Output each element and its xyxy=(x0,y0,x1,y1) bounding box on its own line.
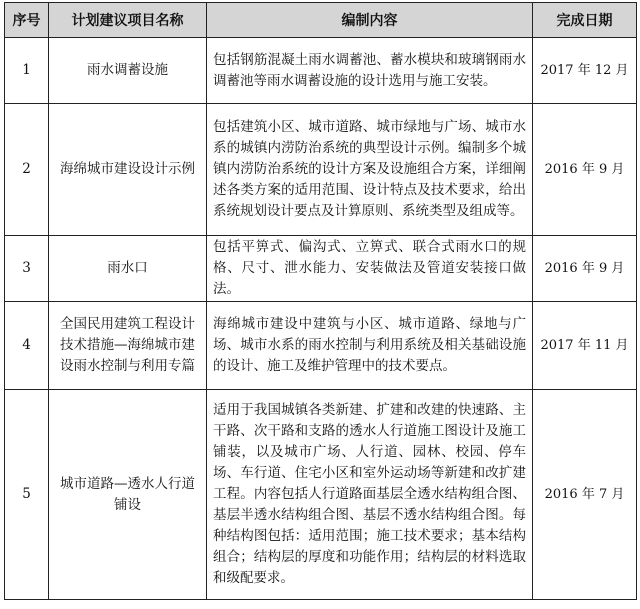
row-index: 1 xyxy=(5,38,49,104)
table-row xyxy=(5,236,637,302)
table-row xyxy=(5,390,637,600)
row-name: 城市道路—透水人行道铺设 xyxy=(49,390,207,600)
row-date: 2017 年 11 月 xyxy=(533,302,637,390)
row-name: 雨水口 xyxy=(49,236,207,302)
row-index: 2 xyxy=(5,104,49,236)
table-header-row xyxy=(5,3,637,38)
row-index: 4 xyxy=(5,302,49,390)
header-date: 完成日期 xyxy=(533,3,637,38)
row-name: 海绵城市建设设计示例 xyxy=(49,104,207,236)
row-date: 2017 年 12 月 xyxy=(533,38,637,104)
row-content: 适用于我国城镇各类新建、扩建和改建的快速路、主干路、次干路和支路的透水人行道施工图设计及施工铺装，以及城市广场、人行道、园林、校园、停车场、车行道、住宅小区和室外运动场等新建和改扩建工程。内容包括人行道路面基层全透水结构组合图、基层半透水结构组合图、基层不透水结构组合图。每种结构图包括：适用范围；施工技术要求；基本结构组合；结构层的厚度和功能作用；结构层的材料选取和级配要求。 xyxy=(207,390,533,600)
header-name: 计划建议项目名称 xyxy=(49,3,207,38)
row-content: 包括钢筋混凝土雨水调蓄池、蓄水模块和玻璃钢雨水调蓄池等雨水调蓄设施的设计选用与施工安装。 xyxy=(207,38,533,104)
row-date: 2016 年 9 月 xyxy=(533,236,637,302)
header-index: 序号 xyxy=(5,3,49,38)
row-name: 雨水调蓄设施 xyxy=(49,38,207,104)
row-content: 包括建筑小区、城市道路、城市绿地与广场、城市水系的城镇内涝防治系统的典型设计示例。编制多个城镇内涝防治系统的设计方案及设施组合方案，详细阐述各类方案的适用范围、设计特点及技术要求，给出系统规划设计要点及计算原则、系统类型及组成等。 xyxy=(207,104,533,236)
row-index: 3 xyxy=(5,236,49,302)
table-row xyxy=(5,104,637,236)
table-row xyxy=(5,38,637,104)
project-plan-table xyxy=(4,2,637,600)
row-date: 2016 年 7 月 xyxy=(533,390,637,600)
row-date: 2016 年 9 月 xyxy=(533,104,637,236)
table-row xyxy=(5,302,637,390)
row-index: 5 xyxy=(5,390,49,600)
row-name: 全国民用建筑工程设计技术措施—海绵城市建设雨水控制与利用专篇 xyxy=(49,302,207,390)
row-content: 海绵城市建设中建筑与小区、城市道路、绿地与广场、城市水系的雨水控制与利用系统及相关基础设施的设计、施工及维护管理中的技术要点。 xyxy=(207,302,533,390)
row-content: 包括平箅式、偏沟式、立箅式、联合式雨水口的规格、尺寸、泄水能力、安装做法及管道安装接口做法。 xyxy=(207,236,533,302)
header-content: 编制内容 xyxy=(207,3,533,38)
